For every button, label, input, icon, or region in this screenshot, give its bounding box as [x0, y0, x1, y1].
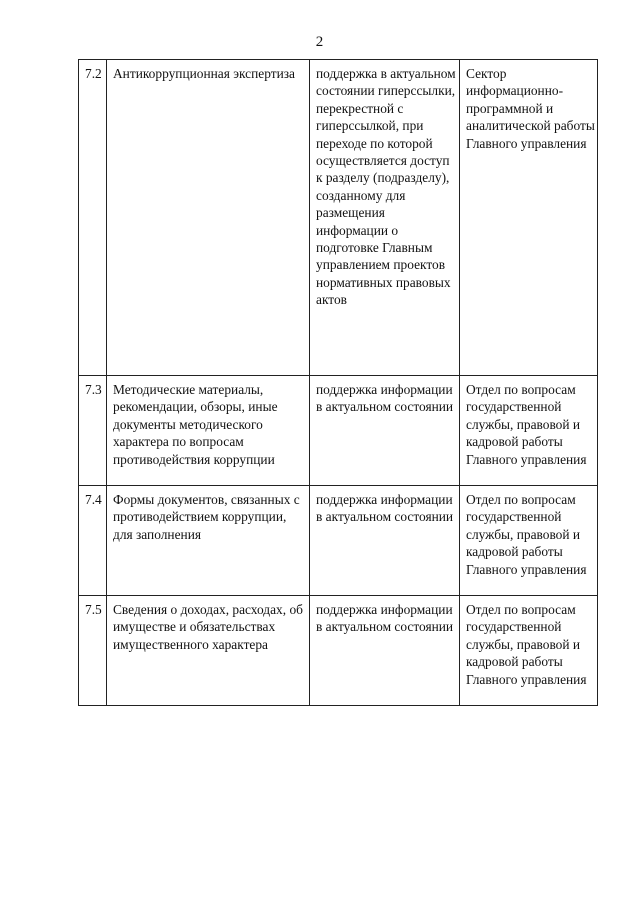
responsible-cell: Отдел по вопросам государственной службы, правовой и кадровой работы Главного управления — [460, 376, 598, 486]
responsible-cell: Сектор информационно-программной и аналитической работы Главного управления — [460, 60, 598, 376]
responsible-cell: Отдел по вопросам государственной службы, правовой и кадровой работы Главного управления — [460, 486, 598, 596]
action-cell: поддержка информации в актуальном состоянии — [310, 486, 460, 596]
measures-table — [78, 59, 598, 706]
table-row — [79, 486, 598, 596]
action-cell: поддержка информации в актуальном состоянии — [310, 596, 460, 706]
row-number: 7.3 — [79, 376, 107, 486]
section-cell: Сведения о доходах, расходах, об имуществе и обязательствах имущественного характера — [107, 596, 310, 706]
row-number: 7.2 — [79, 60, 107, 376]
section-cell: Формы документов, связанных с противодействием коррупции, для заполнения — [107, 486, 310, 596]
responsible-cell: Отдел по вопросам государственной службы, правовой и кадровой работы Главного управления — [460, 596, 598, 706]
row-number: 7.4 — [79, 486, 107, 596]
section-cell: Антикоррупционная экспертиза — [107, 60, 310, 376]
row-number: 7.5 — [79, 596, 107, 706]
table-row — [79, 60, 598, 376]
table-row — [79, 376, 598, 486]
page-number: 2 — [315, 34, 324, 50]
section-cell: Методические материалы, рекомендации, обзоры, иные документы методического характера по вопросам противодействия коррупции — [107, 376, 310, 486]
table-row — [79, 596, 598, 706]
action-cell: поддержка в актуальном состоянии гиперссылки, перекрестной с гиперссылкой, при переходе по которой осуществляется доступ к разделу (подразделу), созданному для размещения информации о подготовке Главным управлением проектов нормативных правовых актов — [310, 60, 460, 376]
action-cell: поддержка информации в актуальном состоянии — [310, 376, 460, 486]
